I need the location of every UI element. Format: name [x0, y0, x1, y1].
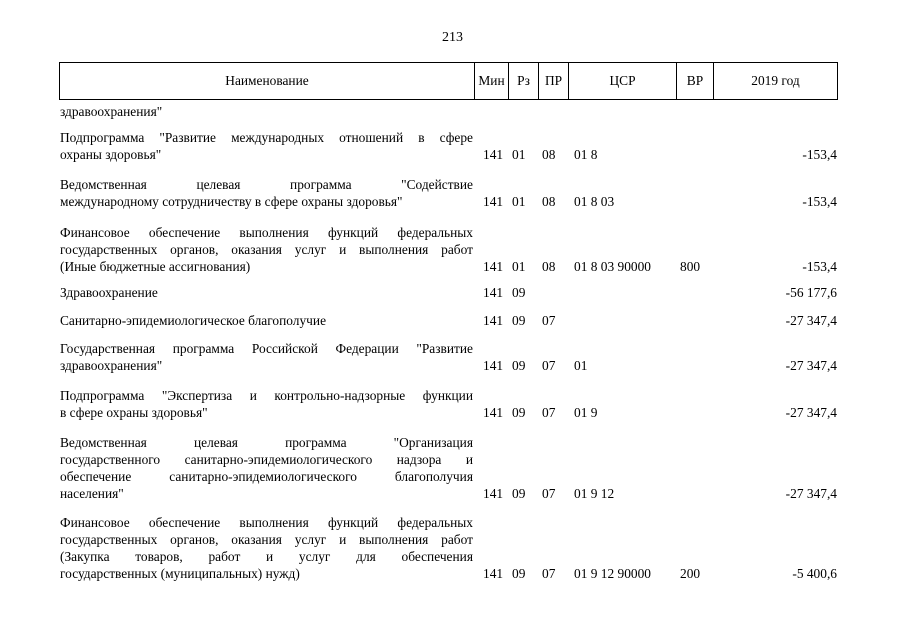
row-name-line: (Закупка товаров, работ и услуг для обеспечения [60, 549, 473, 564]
row-rz: 09 [512, 566, 526, 581]
row-name [60, 176, 473, 210]
row-csr: 01 8 03 [574, 194, 615, 209]
table-row [0, 340, 905, 374]
row-min: 141 [483, 194, 504, 209]
row-pr: 08 [542, 147, 556, 162]
table-row [0, 514, 905, 582]
row-amount: -27 347,4 [785, 313, 837, 328]
row-name-line: обеспечение санитарно-эпидемиологического благополучия [60, 469, 473, 484]
row-amount: -27 347,4 [785, 405, 837, 420]
row-min: 141 [483, 405, 504, 420]
row-amount: -56 177,6 [785, 285, 837, 300]
header-csr: ЦСР [569, 63, 677, 99]
table-row [0, 103, 905, 120]
row-pr: 07 [542, 566, 556, 581]
table-row [0, 176, 905, 210]
row-name [60, 434, 473, 502]
row-name-line: государственных органов, оказания услуг и выполнения работ [60, 532, 473, 547]
row-amount: -153,4 [802, 259, 837, 274]
page-number: 213 [442, 30, 463, 45]
row-min: 141 [483, 566, 504, 581]
row-name-line: населения" [60, 486, 124, 501]
header-min: Мин [475, 63, 509, 99]
row-rz: 01 [512, 194, 526, 209]
header-name: Наименование [60, 63, 475, 99]
row-csr: 01 8 03 90000 [574, 259, 651, 274]
row-pr: 07 [542, 486, 556, 501]
row-min: 141 [483, 147, 504, 162]
row-name [60, 103, 473, 120]
row-csr: 01 9 12 90000 [574, 566, 651, 581]
table-row [0, 434, 905, 502]
table-header [59, 62, 838, 100]
row-amount: -153,4 [802, 194, 837, 209]
row-name-line: международному сотрудничеству в сфере охраны здоровья" [60, 194, 403, 209]
row-amount: -27 347,4 [785, 358, 837, 373]
row-name-line: Подпрограмма "Экспертиза и контрольно-надзорные функции [60, 388, 473, 403]
row-name [60, 284, 473, 301]
row-rz: 09 [512, 486, 526, 501]
row-name-line: Ведомственная целевая программа "Организация [60, 435, 473, 450]
row-pr: 08 [542, 194, 556, 209]
row-name-line: Финансовое обеспечение выполнения функций федеральных [60, 515, 473, 530]
row-name-line: государственных (муниципальных) нужд) [60, 566, 300, 581]
row-min: 141 [483, 285, 504, 300]
row-name-line: (Иные бюджетные ассигнования) [60, 259, 251, 274]
row-name-line: Финансовое обеспечение выполнения функций федеральных [60, 225, 473, 240]
row-amount: -153,4 [802, 147, 837, 162]
row-rz: 01 [512, 147, 526, 162]
row-name [60, 514, 473, 582]
table-row [0, 129, 905, 163]
row-rz: 09 [512, 285, 526, 300]
header-year: 2019 год [751, 73, 800, 88]
row-min: 141 [483, 358, 504, 373]
row-pr: 07 [542, 313, 556, 328]
row-name [60, 129, 473, 163]
row-pr: 08 [542, 259, 556, 274]
row-vr: 800 [680, 259, 701, 274]
row-name-line: здравоохранения" [60, 358, 163, 373]
table-row [0, 312, 905, 329]
row-name-line: государственного санитарно-эпидемиологического надзора и [60, 452, 473, 467]
row-name-line: здравоохранения" [60, 104, 163, 119]
row-name-line: Санитарно-эпидемиологическое благополучие [60, 313, 327, 328]
table-row [0, 224, 905, 275]
row-csr: 01 [574, 358, 588, 373]
row-name [60, 340, 473, 374]
table-row [0, 387, 905, 421]
row-name-line: охраны здоровья" [60, 147, 162, 162]
row-csr: 01 8 [574, 147, 598, 162]
row-rz: 01 [512, 259, 526, 274]
row-name-line: Подпрограмма "Развитие международных отношений в сфере [60, 130, 473, 145]
row-name-line: Государственная программа Российской Федерации "Развитие [60, 341, 473, 356]
row-name [60, 224, 473, 275]
row-name [60, 312, 473, 329]
row-pr: 07 [542, 405, 556, 420]
row-pr: 07 [542, 358, 556, 373]
row-amount: -5 400,6 [792, 566, 837, 581]
row-min: 141 [483, 486, 504, 501]
row-rz: 09 [512, 313, 526, 328]
row-amount: -27 347,4 [785, 486, 837, 501]
row-csr: 01 9 [574, 405, 598, 420]
row-csr: 01 9 12 [574, 486, 615, 501]
row-min: 141 [483, 259, 504, 274]
row-name-line: Здравоохранение [60, 285, 158, 300]
header-rz: Рз [509, 63, 539, 99]
row-rz: 09 [512, 405, 526, 420]
row-name-line: в сфере охраны здоровья" [60, 405, 208, 420]
table-row [0, 284, 905, 301]
row-name-line: Ведомственная целевая программа "Содействие [60, 177, 473, 192]
row-min: 141 [483, 313, 504, 328]
row-vr: 200 [680, 566, 701, 581]
header-vr: ВР [677, 63, 714, 99]
row-name-line: государственных органов, оказания услуг и выполнения работ [60, 242, 473, 257]
row-name [60, 387, 473, 421]
row-rz: 09 [512, 358, 526, 373]
header-pr: ПР [539, 63, 569, 99]
